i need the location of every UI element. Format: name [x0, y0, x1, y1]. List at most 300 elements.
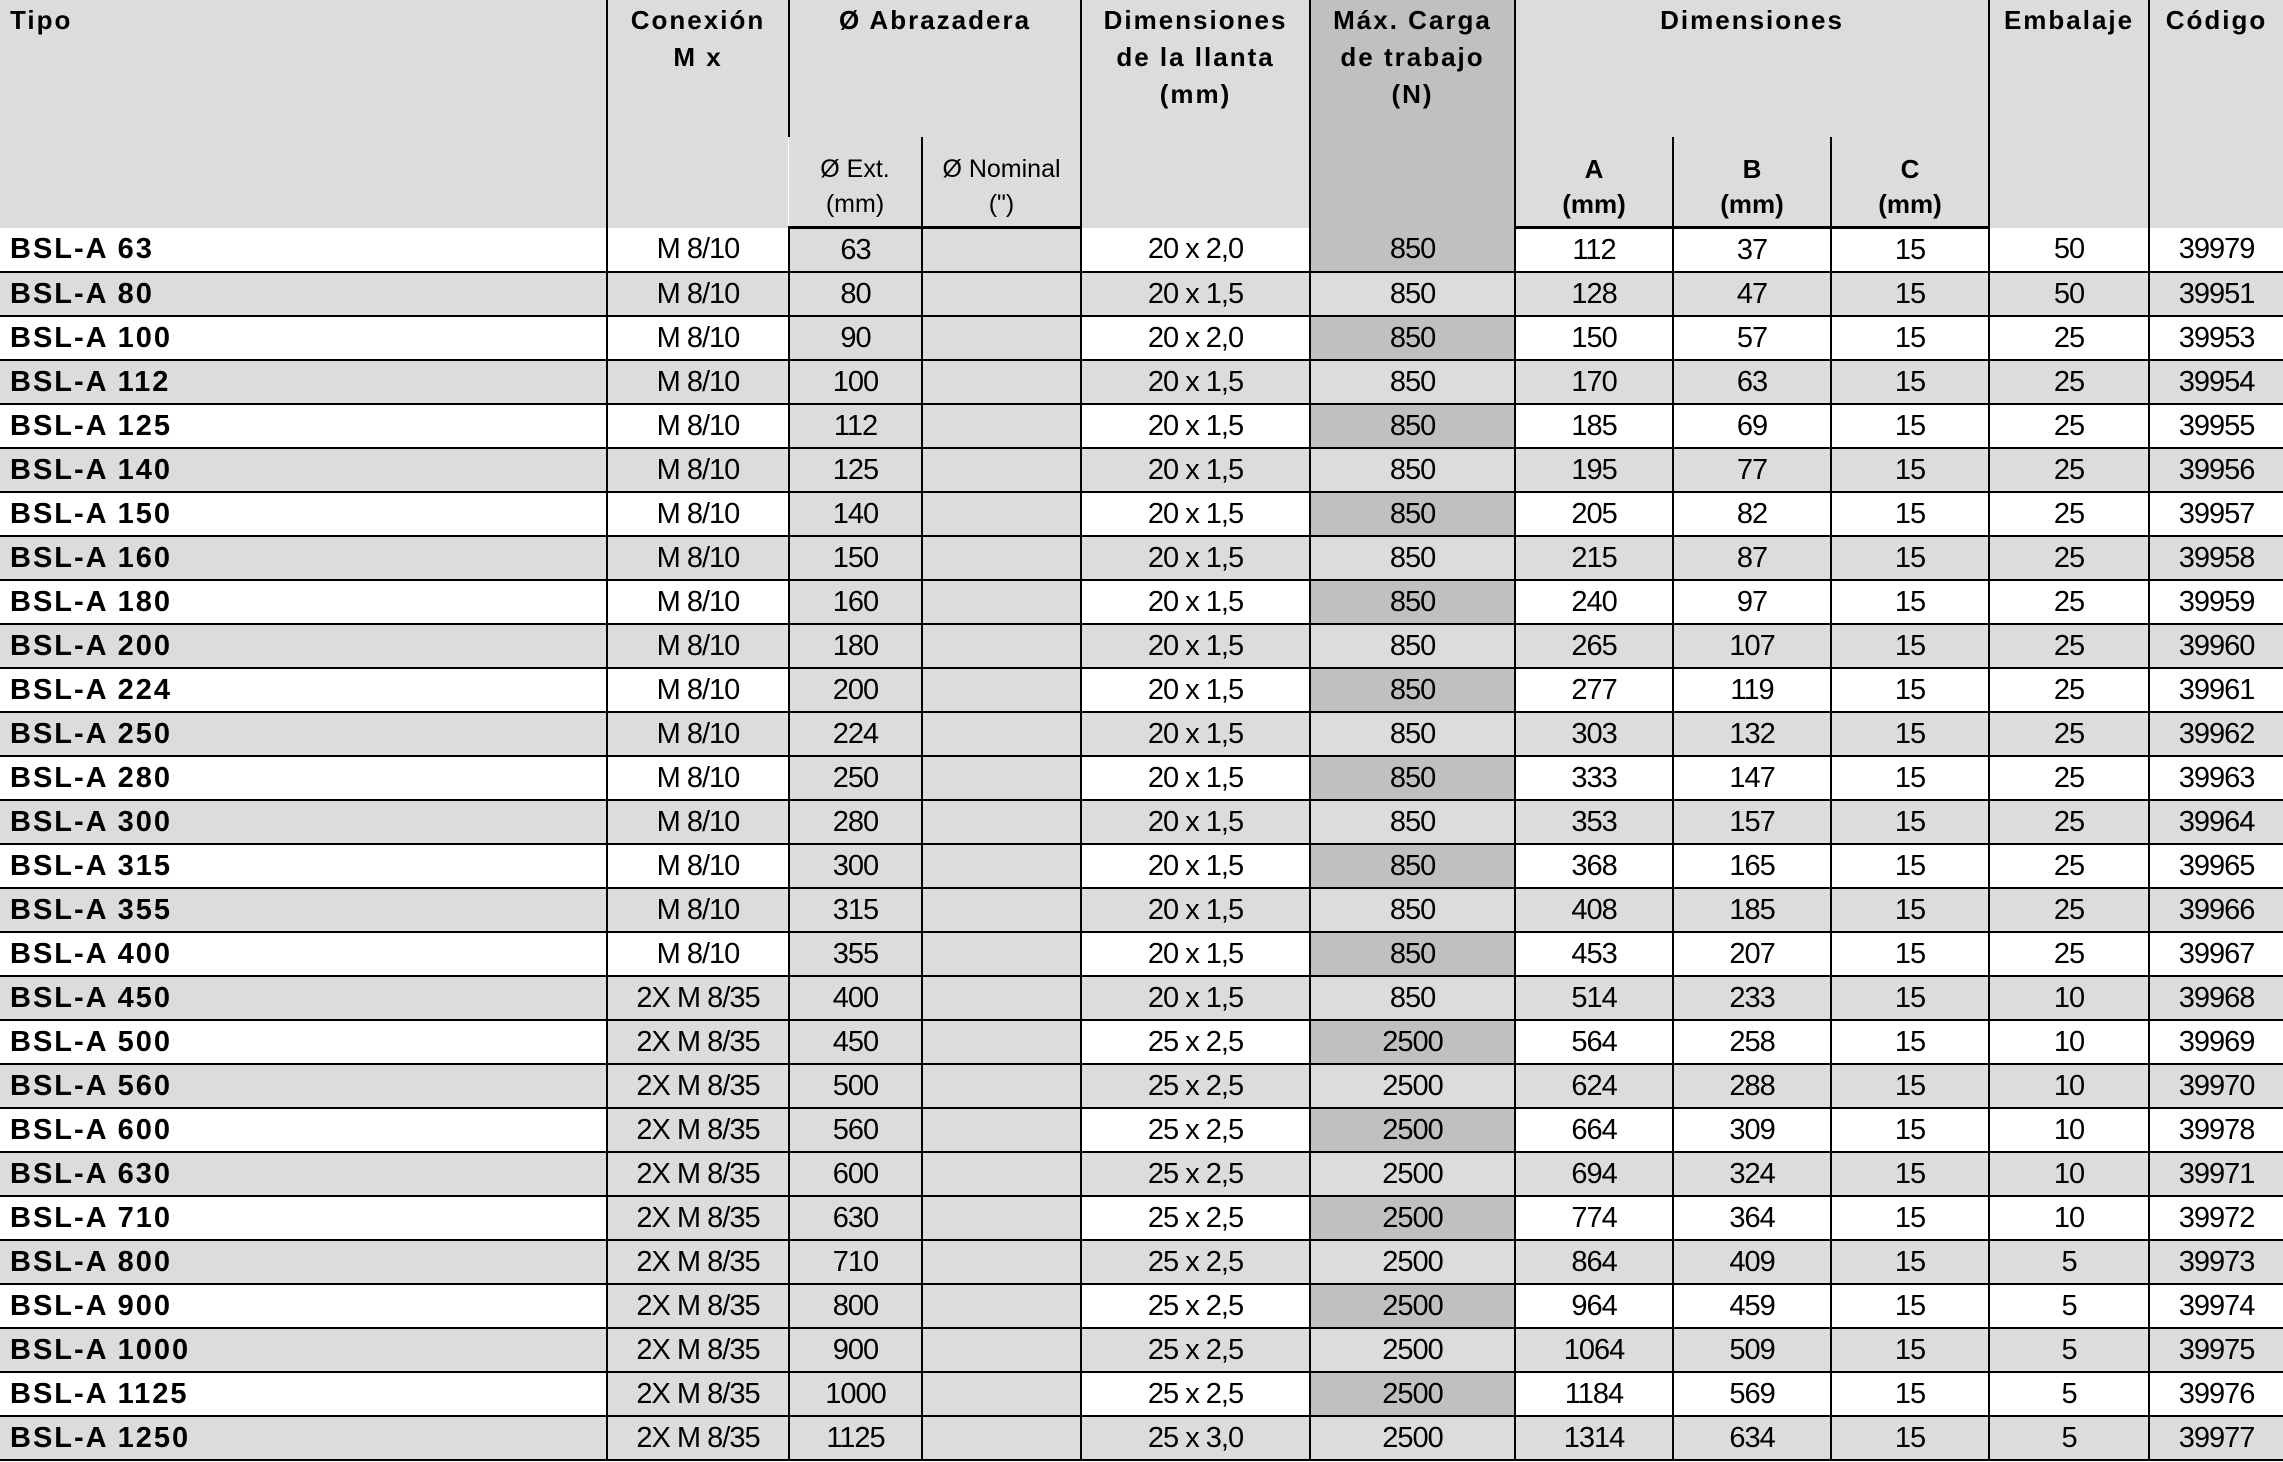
cell-carga: 850: [1310, 580, 1515, 624]
cell-a: 277: [1515, 668, 1673, 712]
cell-carga: 850: [1310, 756, 1515, 800]
cell-c: 15: [1831, 492, 1989, 536]
cell-b: 364: [1673, 1196, 1831, 1240]
header-c-line1: C: [1900, 154, 1920, 184]
cell-conexion: 2X M 8/35: [607, 1064, 789, 1108]
header-a: [1515, 137, 1673, 228]
header-b-line1: B: [1742, 154, 1762, 184]
table-row: [0, 756, 2283, 800]
cell-b: 132: [1673, 712, 1831, 756]
header-ext: [789, 137, 922, 228]
cell-tipo: BSL-A 600: [0, 1108, 607, 1152]
cell-tipo: BSL-A 500: [0, 1020, 607, 1064]
cell-carga: 850: [1310, 492, 1515, 536]
cell-tipo: BSL-A 900: [0, 1284, 607, 1328]
cell-carga: 850: [1310, 624, 1515, 668]
cell-ext: 300: [789, 844, 922, 888]
cell-conexion: M 8/10: [607, 536, 789, 580]
cell-tipo: BSL-A 80: [0, 272, 607, 316]
table-row: [0, 1196, 2283, 1240]
cell-ext: 280: [789, 800, 922, 844]
cell-ext: 355: [789, 932, 922, 976]
cell-nominal: [922, 448, 1081, 492]
cell-codigo: 39979: [2149, 228, 2283, 273]
header-b-line2: (mm): [1720, 189, 1784, 219]
table-row: [0, 1152, 2283, 1196]
cell-b: 409: [1673, 1240, 1831, 1284]
cell-codigo: 39965: [2149, 844, 2283, 888]
cell-ext: 140: [789, 492, 922, 536]
cell-embalaje: 25: [1989, 844, 2149, 888]
cell-c: 15: [1831, 888, 1989, 932]
cell-conexion: 2X M 8/35: [607, 1372, 789, 1416]
cell-c: 15: [1831, 316, 1989, 360]
cell-a: 1314: [1515, 1416, 1673, 1460]
header-c: [1831, 137, 1989, 228]
header-abrazadera: Ø Abrazadera: [789, 0, 1081, 137]
cell-carga: 850: [1310, 360, 1515, 404]
cell-ext: 112: [789, 404, 922, 448]
cell-ext: 224: [789, 712, 922, 756]
cell-b: 47: [1673, 272, 1831, 316]
cell-conexion: M 8/10: [607, 492, 789, 536]
header-nominal-line2: ("): [988, 190, 1015, 218]
cell-carga: 850: [1310, 272, 1515, 316]
cell-nominal: [922, 580, 1081, 624]
header-dimensiones: Dimensiones: [1515, 0, 1989, 137]
table-row: [0, 1328, 2283, 1372]
cell-conexion: 2X M 8/35: [607, 1020, 789, 1064]
cell-ext: 800: [789, 1284, 922, 1328]
cell-conexion: M 8/10: [607, 800, 789, 844]
cell-c: 15: [1831, 1284, 1989, 1328]
cell-codigo: 39968: [2149, 976, 2283, 1020]
cell-b: 185: [1673, 888, 1831, 932]
cell-nominal: [922, 624, 1081, 668]
cell-a: 408: [1515, 888, 1673, 932]
cell-llanta: 20 x 1,5: [1081, 888, 1310, 932]
cell-c: 15: [1831, 536, 1989, 580]
cell-c: 15: [1831, 1152, 1989, 1196]
cell-codigo: 39970: [2149, 1064, 2283, 1108]
table-row: [0, 580, 2283, 624]
cell-tipo: BSL-A 560: [0, 1064, 607, 1108]
cell-ext: 450: [789, 1020, 922, 1064]
cell-ext: 90: [789, 316, 922, 360]
cell-llanta: 20 x 1,5: [1081, 932, 1310, 976]
cell-nominal: [922, 272, 1081, 316]
cell-b: 509: [1673, 1328, 1831, 1372]
cell-tipo: BSL-A 150: [0, 492, 607, 536]
cell-embalaje: 25: [1989, 932, 2149, 976]
cell-codigo: 39974: [2149, 1284, 2283, 1328]
cell-ext: 180: [789, 624, 922, 668]
cell-conexion: 2X M 8/35: [607, 1152, 789, 1196]
cell-carga: 850: [1310, 712, 1515, 756]
cell-a: 150: [1515, 316, 1673, 360]
cell-nominal: [922, 976, 1081, 1020]
table-row: [0, 360, 2283, 404]
table-row: [0, 888, 2283, 932]
table-row: [0, 932, 2283, 976]
cell-llanta: 20 x 1,5: [1081, 976, 1310, 1020]
cell-embalaje: 10: [1989, 1064, 2149, 1108]
cell-codigo: 39975: [2149, 1328, 2283, 1372]
cell-embalaje: 25: [1989, 624, 2149, 668]
cell-c: 15: [1831, 800, 1989, 844]
cell-c: 15: [1831, 580, 1989, 624]
cell-codigo: 39959: [2149, 580, 2283, 624]
cell-b: 207: [1673, 932, 1831, 976]
cell-a: 453: [1515, 932, 1673, 976]
table-row: [0, 624, 2283, 668]
header-dim-llanta-line1: Dimensiones: [1103, 5, 1288, 35]
cell-tipo: BSL-A 1250: [0, 1416, 607, 1460]
cell-ext: 560: [789, 1108, 922, 1152]
cell-tipo: BSL-A 125: [0, 404, 607, 448]
cell-conexion: 2X M 8/35: [607, 1416, 789, 1460]
header-carga-line1: Máx. Carga: [1333, 5, 1492, 35]
cell-a: 185: [1515, 404, 1673, 448]
cell-a: 624: [1515, 1064, 1673, 1108]
cell-ext: 63: [789, 228, 922, 273]
cell-llanta: 25 x 2,5: [1081, 1284, 1310, 1328]
header-carga-line2: de trabajo: [1340, 42, 1485, 72]
table-row: [0, 1372, 2283, 1416]
cell-c: 15: [1831, 448, 1989, 492]
cell-tipo: BSL-A 300: [0, 800, 607, 844]
cell-llanta: 20 x 1,5: [1081, 404, 1310, 448]
cell-nominal: [922, 1152, 1081, 1196]
table-row: [0, 536, 2283, 580]
cell-nominal: [922, 404, 1081, 448]
cell-codigo: 39977: [2149, 1416, 2283, 1460]
cell-llanta: 20 x 1,5: [1081, 448, 1310, 492]
table-row: [0, 712, 2283, 756]
cell-c: 15: [1831, 712, 1989, 756]
cell-carga: 2500: [1310, 1284, 1515, 1328]
cell-ext: 100: [789, 360, 922, 404]
cell-conexion: M 8/10: [607, 888, 789, 932]
cell-conexion: M 8/10: [607, 932, 789, 976]
cell-tipo: BSL-A 1125: [0, 1372, 607, 1416]
cell-carga: 2500: [1310, 1020, 1515, 1064]
cell-llanta: 25 x 2,5: [1081, 1196, 1310, 1240]
header-nominal-line1: Ø Nominal: [942, 155, 1061, 183]
cell-a: 1064: [1515, 1328, 1673, 1372]
cell-nominal: [922, 1328, 1081, 1372]
cell-ext: 630: [789, 1196, 922, 1240]
cell-c: 15: [1831, 1196, 1989, 1240]
cell-tipo: BSL-A 280: [0, 756, 607, 800]
cell-carga: 2500: [1310, 1328, 1515, 1372]
cell-codigo: 39955: [2149, 404, 2283, 448]
table-row: [0, 1240, 2283, 1284]
cell-c: 15: [1831, 932, 1989, 976]
cell-carga: 2500: [1310, 1372, 1515, 1416]
cell-codigo: 39966: [2149, 888, 2283, 932]
cell-llanta: 25 x 2,5: [1081, 1372, 1310, 1416]
cell-codigo: 39962: [2149, 712, 2283, 756]
cell-a: 240: [1515, 580, 1673, 624]
cell-tipo: BSL-A 355: [0, 888, 607, 932]
cell-codigo: 39963: [2149, 756, 2283, 800]
cell-conexion: 2X M 8/35: [607, 1108, 789, 1152]
cell-tipo: BSL-A 1000: [0, 1328, 607, 1372]
cell-embalaje: 10: [1989, 1020, 2149, 1064]
header-nominal: [922, 137, 1081, 228]
cell-c: 15: [1831, 1416, 1989, 1460]
cell-nominal: [922, 844, 1081, 888]
cell-conexion: M 8/10: [607, 756, 789, 800]
header-c-line2: (mm): [1878, 189, 1942, 219]
cell-a: 564: [1515, 1020, 1673, 1064]
cell-llanta: 20 x 1,5: [1081, 800, 1310, 844]
cell-codigo: 39971: [2149, 1152, 2283, 1196]
cell-nominal: [922, 756, 1081, 800]
cell-llanta: 20 x 2,0: [1081, 228, 1310, 273]
cell-carga: 850: [1310, 932, 1515, 976]
table-row: [0, 1064, 2283, 1108]
cell-carga: 2500: [1310, 1064, 1515, 1108]
cell-c: 15: [1831, 1372, 1989, 1416]
cell-b: 157: [1673, 800, 1831, 844]
cell-carga: 850: [1310, 536, 1515, 580]
cell-embalaje: 25: [1989, 360, 2149, 404]
cell-a: 774: [1515, 1196, 1673, 1240]
cell-conexion: M 8/10: [607, 360, 789, 404]
cell-codigo: 39956: [2149, 448, 2283, 492]
cell-llanta: 25 x 2,5: [1081, 1240, 1310, 1284]
cell-nominal: [922, 1196, 1081, 1240]
cell-a: 303: [1515, 712, 1673, 756]
cell-nominal: [922, 888, 1081, 932]
cell-conexion: M 8/10: [607, 844, 789, 888]
cell-ext: 600: [789, 1152, 922, 1196]
cell-b: 107: [1673, 624, 1831, 668]
cell-ext: 710: [789, 1240, 922, 1284]
cell-c: 15: [1831, 360, 1989, 404]
table-row: [0, 844, 2283, 888]
cell-a: 170: [1515, 360, 1673, 404]
cell-ext: 400: [789, 976, 922, 1020]
cell-llanta: 20 x 2,0: [1081, 316, 1310, 360]
cell-codigo: 39969: [2149, 1020, 2283, 1064]
cell-ext: 1000: [789, 1372, 922, 1416]
table-row: [0, 492, 2283, 536]
cell-conexion: 2X M 8/35: [607, 976, 789, 1020]
cell-embalaje: 5: [1989, 1284, 2149, 1328]
cell-tipo: BSL-A 224: [0, 668, 607, 712]
header-dim-llanta-line3: (mm): [1159, 79, 1232, 109]
cell-carga: 2500: [1310, 1108, 1515, 1152]
table-row: [0, 1108, 2283, 1152]
cell-carga: 850: [1310, 844, 1515, 888]
cell-c: 15: [1831, 1020, 1989, 1064]
cell-embalaje: 25: [1989, 316, 2149, 360]
cell-ext: 150: [789, 536, 922, 580]
cell-carga: 2500: [1310, 1416, 1515, 1460]
cell-b: 119: [1673, 668, 1831, 712]
cell-tipo: BSL-A 112: [0, 360, 607, 404]
cell-a: 205: [1515, 492, 1673, 536]
cell-llanta: 25 x 3,0: [1081, 1416, 1310, 1460]
cell-c: 15: [1831, 976, 1989, 1020]
cell-conexion: M 8/10: [607, 712, 789, 756]
cell-llanta: 20 x 1,5: [1081, 756, 1310, 800]
cell-conexion: 2X M 8/35: [607, 1196, 789, 1240]
cell-carga: 850: [1310, 668, 1515, 712]
cell-ext: 200: [789, 668, 922, 712]
header-conexion-line1: Conexión: [630, 5, 766, 35]
cell-ext: 500: [789, 1064, 922, 1108]
cell-embalaje: 25: [1989, 536, 2149, 580]
cell-embalaje: 5: [1989, 1328, 2149, 1372]
cell-a: 215: [1515, 536, 1673, 580]
cell-embalaje: 50: [1989, 272, 2149, 316]
cell-carga: 850: [1310, 404, 1515, 448]
cell-llanta: 20 x 1,5: [1081, 624, 1310, 668]
cell-nominal: [922, 932, 1081, 976]
cell-nominal: [922, 228, 1081, 273]
cell-nominal: [922, 1416, 1081, 1460]
cell-a: 694: [1515, 1152, 1673, 1196]
cell-ext: 125: [789, 448, 922, 492]
table-row: [0, 1284, 2283, 1328]
cell-nominal: [922, 1240, 1081, 1284]
cell-nominal: [922, 360, 1081, 404]
cell-embalaje: 25: [1989, 668, 2149, 712]
cell-b: 288: [1673, 1064, 1831, 1108]
cell-nominal: [922, 1064, 1081, 1108]
cell-tipo: BSL-A 100: [0, 316, 607, 360]
cell-tipo: BSL-A 450: [0, 976, 607, 1020]
cell-codigo: 39961: [2149, 668, 2283, 712]
cell-embalaje: 25: [1989, 448, 2149, 492]
cell-nominal: [922, 536, 1081, 580]
header-b: [1673, 137, 1831, 228]
cell-embalaje: 25: [1989, 756, 2149, 800]
cell-codigo: 39957: [2149, 492, 2283, 536]
table-row: [0, 448, 2283, 492]
cell-llanta: 20 x 1,5: [1081, 492, 1310, 536]
cell-a: 964: [1515, 1284, 1673, 1328]
table-row: [0, 228, 2283, 273]
table-body: [0, 228, 2283, 1461]
header-codigo: Código: [2149, 0, 2283, 228]
cell-b: 309: [1673, 1108, 1831, 1152]
cell-c: 15: [1831, 668, 1989, 712]
cell-nominal: [922, 712, 1081, 756]
cell-embalaje: 5: [1989, 1372, 2149, 1416]
cell-embalaje: 10: [1989, 1196, 2149, 1240]
table-row: [0, 316, 2283, 360]
cell-conexion: M 8/10: [607, 580, 789, 624]
cell-a: 864: [1515, 1240, 1673, 1284]
cell-ext: 315: [789, 888, 922, 932]
cell-llanta: 20 x 1,5: [1081, 536, 1310, 580]
table-row: [0, 668, 2283, 712]
table-row: [0, 272, 2283, 316]
cell-c: 15: [1831, 1328, 1989, 1372]
cell-tipo: BSL-A 63: [0, 228, 607, 273]
cell-ext: 160: [789, 580, 922, 624]
cell-a: 333: [1515, 756, 1673, 800]
cell-c: 15: [1831, 1064, 1989, 1108]
cell-b: 63: [1673, 360, 1831, 404]
cell-llanta: 25 x 2,5: [1081, 1020, 1310, 1064]
cell-b: 233: [1673, 976, 1831, 1020]
cell-codigo: 39972: [2149, 1196, 2283, 1240]
cell-b: 97: [1673, 580, 1831, 624]
cell-llanta: 25 x 2,5: [1081, 1152, 1310, 1196]
cell-embalaje: 25: [1989, 888, 2149, 932]
cell-c: 15: [1831, 624, 1989, 668]
cell-conexion: 2X M 8/35: [607, 1328, 789, 1372]
cell-codigo: 39978: [2149, 1108, 2283, 1152]
cell-llanta: 20 x 1,5: [1081, 360, 1310, 404]
cell-llanta: 25 x 2,5: [1081, 1064, 1310, 1108]
cell-codigo: 39958: [2149, 536, 2283, 580]
cell-carga: 2500: [1310, 1240, 1515, 1284]
cell-carga: 850: [1310, 228, 1515, 273]
header-dim-llanta: [1081, 0, 1310, 228]
table-row: [0, 976, 2283, 1020]
cell-c: 15: [1831, 1108, 1989, 1152]
cell-conexion: M 8/10: [607, 668, 789, 712]
cell-embalaje: 25: [1989, 800, 2149, 844]
cell-b: 634: [1673, 1416, 1831, 1460]
cell-carga: 2500: [1310, 1196, 1515, 1240]
cell-b: 57: [1673, 316, 1831, 360]
cell-b: 459: [1673, 1284, 1831, 1328]
header-embalaje: Embalaje: [1989, 0, 2149, 228]
cell-embalaje: 5: [1989, 1416, 2149, 1460]
cell-a: 368: [1515, 844, 1673, 888]
cell-tipo: BSL-A 180: [0, 580, 607, 624]
cell-conexion: M 8/10: [607, 316, 789, 360]
cell-codigo: 39953: [2149, 316, 2283, 360]
header-ext-line2: (mm): [825, 190, 885, 218]
cell-nominal: [922, 1108, 1081, 1152]
cell-embalaje: 10: [1989, 976, 2149, 1020]
cell-tipo: BSL-A 140: [0, 448, 607, 492]
cell-nominal: [922, 800, 1081, 844]
cell-codigo: 39951: [2149, 272, 2283, 316]
cell-embalaje: 50: [1989, 228, 2149, 273]
table-row: [0, 1416, 2283, 1460]
cell-b: 147: [1673, 756, 1831, 800]
cell-tipo: BSL-A 800: [0, 1240, 607, 1284]
header-a-line1: A: [1584, 154, 1604, 184]
cell-carga: 850: [1310, 800, 1515, 844]
cell-c: 15: [1831, 272, 1989, 316]
cell-a: 1184: [1515, 1372, 1673, 1416]
header-conexion-line2: M x: [673, 42, 723, 72]
header-conexion: [607, 0, 789, 228]
cell-llanta: 20 x 1,5: [1081, 668, 1310, 712]
table-header: [0, 0, 2283, 228]
cell-tipo: BSL-A 400: [0, 932, 607, 976]
cell-embalaje: 5: [1989, 1240, 2149, 1284]
cell-ext: 900: [789, 1328, 922, 1372]
cell-conexion: M 8/10: [607, 404, 789, 448]
cell-embalaje: 10: [1989, 1152, 2149, 1196]
cell-embalaje: 25: [1989, 712, 2149, 756]
cell-c: 15: [1831, 756, 1989, 800]
cell-tipo: BSL-A 710: [0, 1196, 607, 1240]
cell-a: 514: [1515, 976, 1673, 1020]
